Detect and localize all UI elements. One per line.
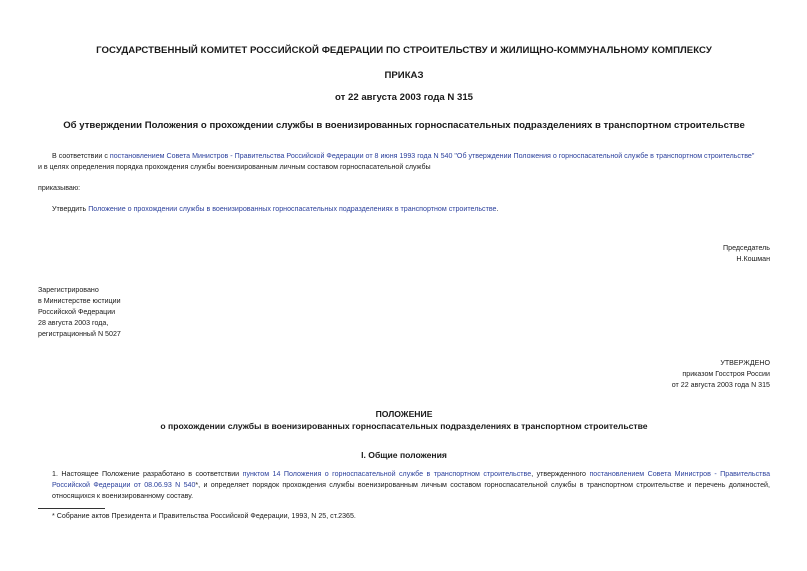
clause-text: 1. Настоящее Положение разработано в соответствии [52,470,243,478]
order-word: приказываю: [38,184,81,192]
approve-end: . [496,205,499,213]
preamble-paragraph [38,151,770,173]
section-heading: I. Общие положения [361,450,447,460]
approval-block [672,358,770,391]
approval-line: от 22 августа 2003 года N 315 [671,381,770,389]
resolution-540-link[interactable]: постановлением Совета Министров - Правительства Российской Федерации от 08.06.93 N 540 [52,470,771,489]
footnote-divider [38,508,105,509]
document-date-number: от 22 августа 2003 года N 315 [335,92,473,103]
preamble-text-continued: и в целях определения порядка прохождения службы военизированным личным составом горноспасательной службы [38,163,431,171]
approve-paragraph [52,204,498,215]
clause-text: , утвержденного [531,470,590,478]
organization-heading: ГОСУДАРСТВЕННЫЙ КОМИТЕТ РОССИЙСКОЙ ФЕДЕРАЦИИ ПО СТРОИТЕЛЬСТВУ И ЖИЛИЩНО-КОММУНАЛЬНОМУ КОМПЛЕКСУ [96,45,712,56]
document-title: Об утверждении Положения о прохождении службы в военизированных горноспасательных подразделениях в транспортном строительстве [63,120,745,131]
registration-line: Российской Федерации [38,308,116,316]
signer-position: Председатель [723,244,770,252]
signer-name: Н.Кошман [736,255,770,263]
registration-line: 28 августа 2003 года, [38,319,109,327]
footnote: * Собрание актов Президента и Правительства Российской Федерации, 1993, N 25, ст.2365. [52,512,356,520]
registration-line: в Министерстве юстиции [38,297,121,305]
regulation-link[interactable]: Положение о прохождении службы в военизированных горноспасательных подразделениях в транспортном строительстве [88,205,497,213]
approval-line: УТВЕРЖДЕНО [720,359,770,367]
regulation-title-block [38,408,770,432]
regulation-subtitle: о прохождении службы в военизированных горноспасательных подразделениях в транспортном строительстве [160,421,648,431]
document-type: ПРИКАЗ [384,70,424,81]
approval-line: приказом Госстроя России [682,370,770,378]
clause-1 [38,469,770,502]
resolution-link[interactable]: постановлением Совета Министров - Правительства Российской Федерации от 8 июня 1993 года N 540 "Об утверждении Положения о горноспасательной службе в транспортном строительстве" [109,152,755,160]
signature-block [723,243,770,265]
registration-line: Зарегистрировано [38,286,99,294]
preamble-text: В соответствии с [52,152,110,160]
regulation-title: ПОЛОЖЕНИЕ [375,409,433,419]
registration-line: регистрационный N 5027 [38,330,121,338]
clause-text: *, и определяет порядок прохождения службы военизированным личным составом горноспасательной службы в транспортном строительстве и перечень должностей, относящихся к военизированному составу. [52,481,770,500]
approve-text: Утвердить [52,205,89,213]
clause-14-link[interactable]: пунктом 14 Положения о горноспасательной службе в транспортном строительстве [242,470,532,478]
registration-block [38,285,121,340]
